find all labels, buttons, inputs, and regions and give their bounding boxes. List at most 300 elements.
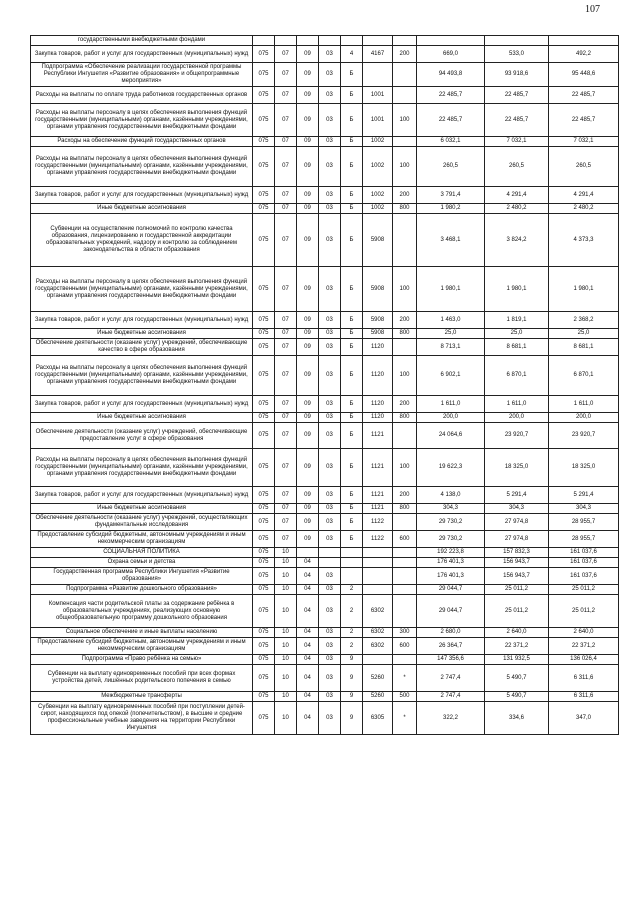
subprogram-cell: Б: [341, 147, 363, 187]
target-code-cell: 5260: [363, 665, 393, 692]
amount-year2-cell: 157 832,3: [485, 548, 549, 558]
amount-year2-cell: 22 485,7: [485, 87, 549, 104]
expense-type-cell: 100: [393, 104, 417, 137]
page-number: 107: [585, 4, 600, 15]
target-code-cell: 6302: [363, 595, 393, 628]
target-code-cell: 1121: [363, 423, 393, 449]
subsection-cell: [297, 548, 319, 558]
subsection-cell: 04: [297, 665, 319, 692]
expense-type-cell: 800: [393, 504, 417, 514]
amount-year3-cell: 136 026,4: [549, 655, 619, 665]
subprogram-cell: Б: [341, 137, 363, 147]
subsection-cell: 09: [297, 204, 319, 214]
amount-year1-cell: 1 980,1: [417, 267, 485, 312]
section-cell: 07: [275, 423, 297, 449]
amount-year1-cell: 2 747,4: [417, 692, 485, 702]
expense-type-cell: 100: [393, 267, 417, 312]
budget-table: [30, 35, 619, 735]
amount-year3-cell: 4 291,4: [549, 187, 619, 204]
expense-type-cell: 500: [393, 692, 417, 702]
amount-year2-cell: 156 943,7: [485, 568, 549, 585]
program-cell: 03: [319, 267, 341, 312]
subsection-cell: 09: [297, 356, 319, 396]
table-row: [31, 214, 619, 267]
expense-type-cell: [393, 63, 417, 87]
subprogram-cell: Б: [341, 104, 363, 137]
table-row: [31, 312, 619, 329]
subprogram-cell: 2: [341, 585, 363, 595]
section-cell: 10: [275, 692, 297, 702]
row-name-cell: Закупка товаров, работ и услуг для государственных (муниципальных) нужд: [31, 487, 253, 504]
ministry-code-cell: 075: [253, 702, 275, 735]
subprogram-cell: Б: [341, 312, 363, 329]
table-row: [31, 449, 619, 487]
row-name-cell: Расходы на выплаты персоналу в целях обеспечения выполнения функций государственными (муниципальными) органами, казёнными учреждениями, органами управления государственными внебюджетными фондами: [31, 147, 253, 187]
amount-year2-cell: 25,0: [485, 329, 549, 339]
section-cell: 07: [275, 104, 297, 137]
program-cell: [319, 548, 341, 558]
section-cell: 07: [275, 413, 297, 423]
subprogram-cell: [341, 568, 363, 585]
section-cell: 10: [275, 628, 297, 638]
row-name-cell: Обеспечение деятельности (оказание услуг) учреждений, обеспечивающие предоставление услуг в сфере образования: [31, 423, 253, 449]
table-row: [31, 137, 619, 147]
ministry-code-cell: 075: [253, 568, 275, 585]
subsection-cell: 09: [297, 267, 319, 312]
amount-year3-cell: 22 485,7: [549, 104, 619, 137]
section-cell: 10: [275, 638, 297, 655]
ministry-code-cell: 075: [253, 87, 275, 104]
row-name-cell: Социальное обеспечение и иные выплаты населению: [31, 628, 253, 638]
amount-year1-cell: 200,0: [417, 413, 485, 423]
subsection-cell: 09: [297, 312, 319, 329]
amount-year1-cell: 8 713,1: [417, 339, 485, 356]
subsection-cell: 09: [297, 187, 319, 204]
expense-type-cell: [393, 595, 417, 628]
amount-year3-cell: 161 037,6: [549, 558, 619, 568]
amount-year1-cell: 322,2: [417, 702, 485, 735]
subprogram-cell: 4: [341, 46, 363, 63]
target-code-cell: 1120: [363, 396, 393, 413]
amount-year1-cell: 2 747,4: [417, 665, 485, 692]
program-cell: 03: [319, 87, 341, 104]
table-row: [31, 356, 619, 396]
target-code-cell: 5908: [363, 267, 393, 312]
amount-year1-cell: 669,0: [417, 46, 485, 63]
program-cell: 03: [319, 514, 341, 531]
amount-year3-cell: 2 480,2: [549, 204, 619, 214]
amount-year1-cell: 22 485,7: [417, 104, 485, 137]
table-row: [31, 692, 619, 702]
amount-year2-cell: 8 681,1: [485, 339, 549, 356]
section-cell: 07: [275, 204, 297, 214]
amount-year2-cell: 533,0: [485, 46, 549, 63]
ministry-code-cell: 075: [253, 187, 275, 204]
ministry-code-cell: 075: [253, 692, 275, 702]
subsection-cell: 09: [297, 531, 319, 548]
expense-type-cell: [393, 87, 417, 104]
target-code-cell: 1002: [363, 137, 393, 147]
amount-year1-cell: 1 611,0: [417, 396, 485, 413]
ministry-code-cell: 075: [253, 487, 275, 504]
amount-year1-cell: 29 044,7: [417, 595, 485, 628]
amount-year3-cell: 28 955,7: [549, 514, 619, 531]
row-name-cell: Расходы на обеспечение функций государственных органов: [31, 137, 253, 147]
subsection-cell: 04: [297, 638, 319, 655]
table-row: [31, 46, 619, 63]
amount-year2-cell: 334,6: [485, 702, 549, 735]
expense-type-cell: [393, 655, 417, 665]
section-cell: 07: [275, 87, 297, 104]
row-name-cell: Субвенции на осуществление полномочий по контролю качества образования, лицензированию и государственной аккредитации образовательных учреждений, надзору и контролю за соблюдением законодательства в области образования: [31, 214, 253, 267]
row-name-cell: Компенсация части родительской платы за содержание ребёнка в образовательных учреждениях, реализующих основную общеобразовательную программу дошкольного образования: [31, 595, 253, 628]
amount-year2-cell: 260,5: [485, 147, 549, 187]
subsection-cell: 09: [297, 87, 319, 104]
amount-year1-cell: 192 223,8: [417, 548, 485, 558]
program-cell: 03: [319, 449, 341, 487]
amount-year3-cell: 161 037,6: [549, 568, 619, 585]
section-cell: 07: [275, 46, 297, 63]
subsection-cell: 09: [297, 504, 319, 514]
subsection-cell: 04: [297, 628, 319, 638]
expense-type-cell: [393, 548, 417, 558]
target-code-cell: [363, 548, 393, 558]
table-row: [31, 595, 619, 628]
amount-year3-cell: 5 291,4: [549, 487, 619, 504]
amount-year1-cell: 24 064,6: [417, 423, 485, 449]
section-cell: 07: [275, 214, 297, 267]
program-cell: [319, 558, 341, 568]
subprogram-cell: Б: [341, 204, 363, 214]
amount-year1-cell: 3 791,4: [417, 187, 485, 204]
row-name-cell: Иные бюджетные ассигнования: [31, 329, 253, 339]
program-cell: 03: [319, 628, 341, 638]
amount-year2-cell: 304,3: [485, 504, 549, 514]
program-cell: 03: [319, 702, 341, 735]
ministry-code-cell: 075: [253, 595, 275, 628]
subprogram-cell: Б: [341, 214, 363, 267]
target-code-cell: 1001: [363, 104, 393, 137]
amount-year2-cell: 5 291,4: [485, 487, 549, 504]
target-code-cell: 5260: [363, 692, 393, 702]
subsection-cell: 04: [297, 595, 319, 628]
amount-year2-cell: 22 485,7: [485, 104, 549, 137]
subsection-cell: 04: [297, 702, 319, 735]
amount-year3-cell: 492,2: [549, 46, 619, 63]
section-cell: 10: [275, 558, 297, 568]
row-name-cell: Иные бюджетные ассигнования: [31, 204, 253, 214]
amount-year2-cell: 3 824,2: [485, 214, 549, 267]
expense-type-cell: 600: [393, 638, 417, 655]
expense-type-cell: [393, 137, 417, 147]
section-cell: 07: [275, 312, 297, 329]
subsection-cell: 04: [297, 568, 319, 585]
program-cell: 03: [319, 63, 341, 87]
program-cell: 03: [319, 413, 341, 423]
table-row: [31, 267, 619, 312]
program-cell: 03: [319, 204, 341, 214]
expense-type-cell: 800: [393, 329, 417, 339]
ministry-code-cell: 075: [253, 628, 275, 638]
expense-type-cell: 800: [393, 204, 417, 214]
table-row: [31, 558, 619, 568]
target-code-cell: 1120: [363, 356, 393, 396]
subprogram-cell: 2: [341, 628, 363, 638]
amount-year1-cell: 29 730,2: [417, 531, 485, 548]
program-cell: 03: [319, 137, 341, 147]
subprogram-cell: Б: [341, 267, 363, 312]
program-cell: 03: [319, 46, 341, 63]
target-code-cell: 1121: [363, 449, 393, 487]
amount-year3-cell: 6 311,6: [549, 665, 619, 692]
subprogram-cell: 2: [341, 638, 363, 655]
target-code-cell: 1121: [363, 487, 393, 504]
expense-type-cell: 800: [393, 413, 417, 423]
section-cell: 07: [275, 504, 297, 514]
row-name-cell: Расходы на выплаты персоналу в целях обеспечения выполнения функций государственными (муниципальными) органами, казёнными учреждениями, органами управления государственными внебюджетными фондами: [31, 267, 253, 312]
program-cell: 03: [319, 487, 341, 504]
subprogram-cell: Б: [341, 396, 363, 413]
ministry-code-cell: 075: [253, 449, 275, 487]
target-code-cell: 1001: [363, 87, 393, 104]
row-name-cell: Предоставление субсидий бюджетным, автономным учреждениям и иным некоммерческим организациям: [31, 531, 253, 548]
row-name-cell: СОЦИАЛЬНАЯ ПОЛИТИКА: [31, 548, 253, 558]
program-cell: [319, 36, 341, 46]
amount-year3-cell: 23 920,7: [549, 423, 619, 449]
row-name-cell: Государственная программа Республики Ингушетия «Развитие образования»: [31, 568, 253, 585]
expense-type-cell: [393, 585, 417, 595]
amount-year1-cell: 2 680,0: [417, 628, 485, 638]
target-code-cell: [363, 585, 393, 595]
section-cell: 10: [275, 568, 297, 585]
subprogram-cell: 2: [341, 595, 363, 628]
amount-year2-cell: 131 932,5: [485, 655, 549, 665]
section-cell: 07: [275, 147, 297, 187]
program-cell: 03: [319, 187, 341, 204]
row-name-cell: Подпрограмма «Обеспечение реализации государственной программы Республики Ингушетия «Развитие образования» и общепрограммные мероприятия»: [31, 63, 253, 87]
table-row: [31, 339, 619, 356]
ministry-code-cell: [253, 36, 275, 46]
amount-year2-cell: 27 974,8: [485, 531, 549, 548]
target-code-cell: [363, 655, 393, 665]
table-row: [31, 514, 619, 531]
row-name-cell: Расходы на выплаты персоналу в целях обеспечения выполнения функций государственными (муниципальными) органами, казёнными учреждениями, органами управления государственными внебюджетными фондами: [31, 104, 253, 137]
row-name-cell: Иные бюджетные ассигнования: [31, 504, 253, 514]
amount-year2-cell: 1 980,1: [485, 267, 549, 312]
target-code-cell: 6305: [363, 702, 393, 735]
amount-year2-cell: 7 032,1: [485, 137, 549, 147]
amount-year2-cell: 2 480,2: [485, 204, 549, 214]
expense-type-cell: 100: [393, 356, 417, 396]
ministry-code-cell: 075: [253, 339, 275, 356]
amount-year3-cell: 304,3: [549, 504, 619, 514]
program-cell: 03: [319, 665, 341, 692]
program-cell: 03: [319, 104, 341, 137]
expense-type-cell: 200: [393, 487, 417, 504]
subsection-cell: 09: [297, 147, 319, 187]
subsection-cell: 09: [297, 63, 319, 87]
expense-type-cell: 600: [393, 531, 417, 548]
section-cell: 10: [275, 548, 297, 558]
section-cell: 10: [275, 702, 297, 735]
table-row: [31, 204, 619, 214]
subprogram-cell: Б: [341, 514, 363, 531]
amount-year3-cell: 200,0: [549, 413, 619, 423]
program-cell: 03: [319, 585, 341, 595]
program-cell: 03: [319, 531, 341, 548]
row-name-cell: Межбюджетные трансферты: [31, 692, 253, 702]
subprogram-cell: 9: [341, 655, 363, 665]
table-row: [31, 638, 619, 655]
amount-year1-cell: [417, 36, 485, 46]
subprogram-cell: Б: [341, 449, 363, 487]
amount-year1-cell: 4 138,0: [417, 487, 485, 504]
amount-year2-cell: 93 918,6: [485, 63, 549, 87]
row-name-cell: Расходы на выплаты персоналу в целях обеспечения выполнения функций государственными (муниципальными) органами, казёнными учреждениями, органами управления государственными внебюджетными фондами: [31, 449, 253, 487]
subsection-cell: 09: [297, 449, 319, 487]
target-code-cell: 1002: [363, 204, 393, 214]
amount-year1-cell: 19 622,3: [417, 449, 485, 487]
amount-year3-cell: 18 325,0: [549, 449, 619, 487]
program-cell: 03: [319, 504, 341, 514]
ministry-code-cell: 075: [253, 356, 275, 396]
subsection-cell: 09: [297, 413, 319, 423]
row-name-cell: Расходы на выплаты по оплате труда работников государственных органов: [31, 87, 253, 104]
amount-year2-cell: 6 870,1: [485, 356, 549, 396]
row-name-cell: Охрана семьи и детства: [31, 558, 253, 568]
ministry-code-cell: 075: [253, 531, 275, 548]
program-cell: 03: [319, 595, 341, 628]
target-code-cell: 6302: [363, 638, 393, 655]
target-code-cell: 5908: [363, 214, 393, 267]
expense-type-cell: 200: [393, 46, 417, 63]
subsection-cell: 09: [297, 137, 319, 147]
subprogram-cell: Б: [341, 187, 363, 204]
amount-year3-cell: 6 311,6: [549, 692, 619, 702]
subprogram-cell: Б: [341, 413, 363, 423]
subsection-cell: 04: [297, 655, 319, 665]
ministry-code-cell: 075: [253, 423, 275, 449]
row-name-cell: Закупка товаров, работ и услуг для государственных (муниципальных) нужд: [31, 396, 253, 413]
amount-year1-cell: 1 463,0: [417, 312, 485, 329]
subsection-cell: 09: [297, 339, 319, 356]
target-code-cell: 1002: [363, 147, 393, 187]
amount-year3-cell: 2 368,2: [549, 312, 619, 329]
row-name-cell: Обеспечение деятельности (оказание услуг) учреждений, обеспечивающие качество в сфере образования: [31, 339, 253, 356]
amount-year1-cell: 29 730,2: [417, 514, 485, 531]
subsection-cell: 09: [297, 214, 319, 267]
ministry-code-cell: 075: [253, 104, 275, 137]
target-code-cell: 4167: [363, 46, 393, 63]
amount-year1-cell: 22 485,7: [417, 87, 485, 104]
section-cell: 07: [275, 63, 297, 87]
subprogram-cell: 9: [341, 702, 363, 735]
section-cell: 07: [275, 356, 297, 396]
table-row: [31, 413, 619, 423]
amount-year3-cell: 28 955,7: [549, 531, 619, 548]
amount-year1-cell: 147 356,6: [417, 655, 485, 665]
ministry-code-cell: 075: [253, 638, 275, 655]
expense-type-cell: 100: [393, 147, 417, 187]
section-cell: 10: [275, 585, 297, 595]
section-cell: 07: [275, 187, 297, 204]
target-code-cell: 1002: [363, 187, 393, 204]
program-cell: 03: [319, 423, 341, 449]
expense-type-cell: [393, 214, 417, 267]
amount-year2-cell: 27 974,8: [485, 514, 549, 531]
subsection-cell: 09: [297, 423, 319, 449]
table-row: [31, 504, 619, 514]
ministry-code-cell: 075: [253, 504, 275, 514]
amount-year3-cell: 6 870,1: [549, 356, 619, 396]
subprogram-cell: Б: [341, 531, 363, 548]
expense-type-cell: 300: [393, 628, 417, 638]
table-row: [31, 36, 619, 46]
subprogram-cell: 9: [341, 665, 363, 692]
amount-year1-cell: 6 902,1: [417, 356, 485, 396]
row-name-cell: государственными внебюджетными фондами: [31, 36, 253, 46]
amount-year1-cell: 1 980,2: [417, 204, 485, 214]
section-cell: 10: [275, 655, 297, 665]
subsection-cell: 09: [297, 329, 319, 339]
amount-year2-cell: 4 291,4: [485, 187, 549, 204]
section-cell: 07: [275, 449, 297, 487]
row-name-cell: Подпрограмма «Развитие дошкольного образования»: [31, 585, 253, 595]
amount-year2-cell: 1 819,1: [485, 312, 549, 329]
amount-year2-cell: 25 011,2: [485, 595, 549, 628]
amount-year1-cell: 176 401,3: [417, 558, 485, 568]
amount-year1-cell: 176 401,3: [417, 568, 485, 585]
table-row: [31, 187, 619, 204]
subsection-cell: 04: [297, 692, 319, 702]
table-row: [31, 568, 619, 585]
ministry-code-cell: 075: [253, 413, 275, 423]
amount-year3-cell: 1 611,0: [549, 396, 619, 413]
table-row: [31, 329, 619, 339]
ministry-code-cell: 075: [253, 63, 275, 87]
target-code-cell: [363, 558, 393, 568]
expense-type-cell: 200: [393, 312, 417, 329]
amount-year2-cell: 156 943,7: [485, 558, 549, 568]
ministry-code-cell: 075: [253, 137, 275, 147]
ministry-code-cell: 075: [253, 655, 275, 665]
expense-type-cell: 200: [393, 396, 417, 413]
program-cell: 03: [319, 396, 341, 413]
ministry-code-cell: 075: [253, 514, 275, 531]
amount-year2-cell: 2 640,0: [485, 628, 549, 638]
target-code-cell: [363, 568, 393, 585]
amount-year2-cell: 22 371,2: [485, 638, 549, 655]
row-name-cell: Субвенции на выплату единовременных пособий при поступлении детей-сирот, находящихся под опекой (попечительством), в высшие и средние профессиональные учебные заведения на территории Республики Ингушетия: [31, 702, 253, 735]
amount-year2-cell: 1 611,0: [485, 396, 549, 413]
target-code-cell: 1121: [363, 504, 393, 514]
amount-year2-cell: 200,0: [485, 413, 549, 423]
subsection-cell: 09: [297, 396, 319, 413]
subprogram-cell: [341, 548, 363, 558]
table-row: [31, 63, 619, 87]
table-row: [31, 87, 619, 104]
subprogram-cell: 9: [341, 692, 363, 702]
program-cell: 03: [319, 339, 341, 356]
table-row: [31, 147, 619, 187]
amount-year3-cell: 8 681,1: [549, 339, 619, 356]
ministry-code-cell: 075: [253, 558, 275, 568]
subprogram-cell: Б: [341, 487, 363, 504]
expense-type-cell: 200: [393, 187, 417, 204]
amount-year1-cell: 3 468,1: [417, 214, 485, 267]
row-name-cell: Закупка товаров, работ и услуг для государственных (муниципальных) нужд: [31, 46, 253, 63]
program-cell: 03: [319, 692, 341, 702]
